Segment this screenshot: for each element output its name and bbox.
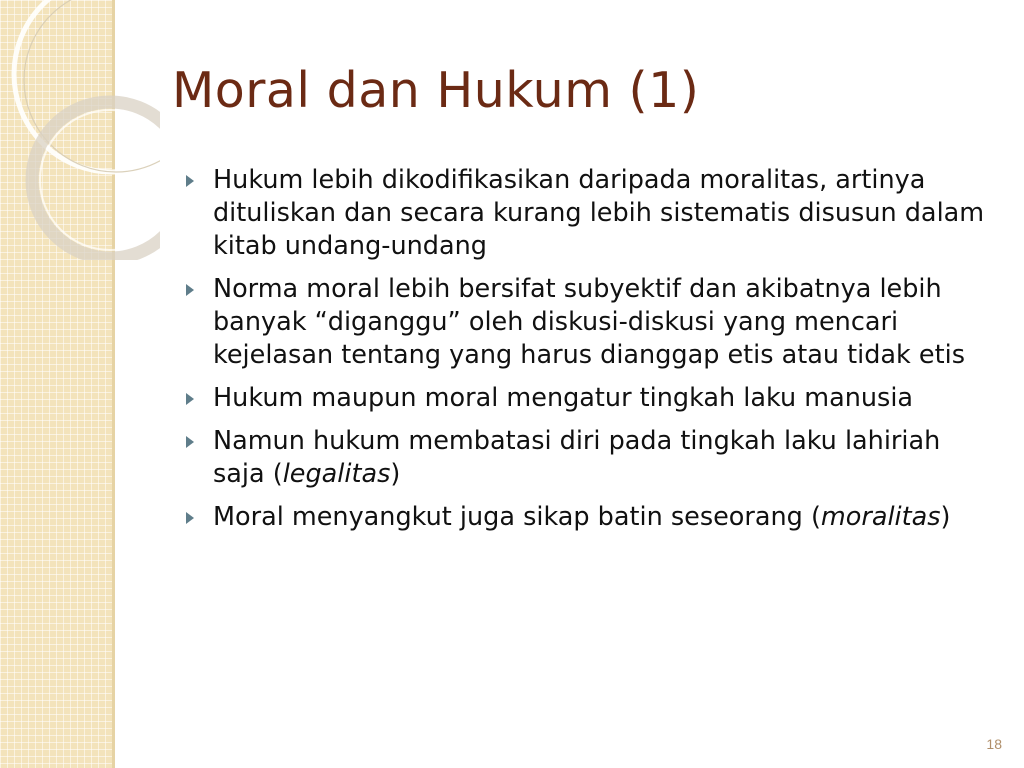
bullet-text: Hukum maupun moral mengatur tingkah laku manusia (213, 383, 914, 413)
bullet-text-before: Namun hukum membatasi diri pada tingkah laku lahiriah saja ( (213, 426, 941, 489)
bullet-text (213, 502, 951, 532)
bullet-text: Norma moral lebih bersifat subyektif dan akibatnya lebih banyak “diganggu” oleh diskusi-diskusi yang mencari kejelasan tentang yang harus dianggap etis atau tidak etis (213, 274, 965, 370)
emphasis-legalitas: legalitas (282, 459, 391, 489)
bullet-item (184, 425, 994, 491)
bullet-text: Hukum lebih dikodifikasikan daripada moralitas, artinya dituliskan dan secara kurang lebih sistematis disusun dalam kitab undang-undang (213, 165, 985, 261)
triangle-right-icon (186, 512, 194, 524)
bullet-item (184, 382, 994, 415)
bullet-item (184, 273, 994, 372)
page-number: 18 (986, 736, 1002, 752)
decorative-side-panel (0, 0, 112, 768)
bullet-text-after: ) (940, 502, 951, 532)
bullet-list (184, 164, 994, 544)
triangle-right-icon (186, 436, 194, 448)
bullet-item (184, 501, 994, 534)
bullet-item (184, 164, 994, 263)
triangle-right-icon (186, 175, 194, 187)
slide-title: Moral dan Hukum (1) (172, 62, 700, 119)
bullet-text (213, 426, 940, 489)
bullet-text-after: ) (390, 459, 401, 489)
triangle-right-icon (186, 393, 194, 405)
emphasis-moralitas: moralitas (820, 502, 941, 532)
bullet-text-before: Moral menyangkut juga sikap batin seseorang ( (213, 502, 821, 532)
triangle-right-icon (186, 284, 194, 296)
side-panel-border (112, 0, 115, 768)
